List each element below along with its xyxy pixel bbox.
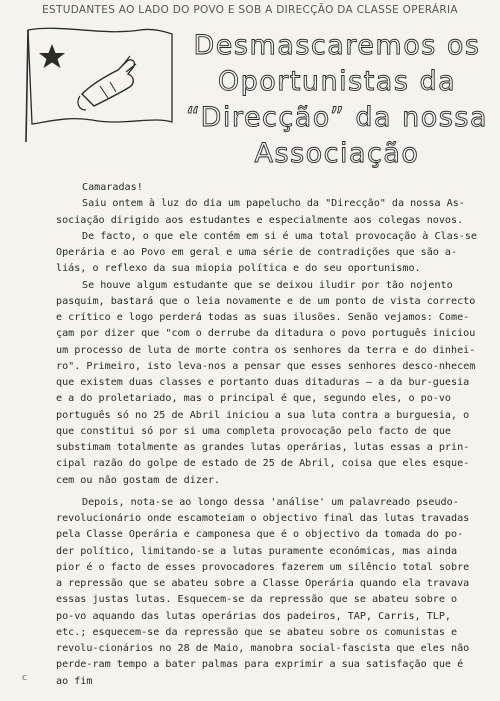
headline-line-1: Desmascaremos os <box>193 30 481 61</box>
paragraph-3: Se houve algum estudante que se deixou iludir por tão nojento pasquim, bastará que o leia novamente e de um ponto de vista correcto e crítico e logo perderá todas as suas ilusões. Senão vejamos: Come-çam por dizer que "com o derrube da ditadura o povo português iniciou um processo de luta de morte contra os senhores da terra e do dinhei-ro". Primeiro, isto leva-nos a pensar que esses senhores desco-nhecem que existem duas classes e portanto duas ditaduras — a da bur-guesia e a do proletariado, mas o principal é que, segundo eles, o po-vo português só no 25 de Abril iniciou a sua luta contra a burguesia, o que constitui só por si uma completa provocação pelo facto de que substimam totalmente as grandes lutas operárias, lutas essas a prin-cipal razão do golpe de estado de 25 de Abril, coisa que eles esque-cem ou não gostam de dizer. <box>56 279 476 486</box>
headline-line-3: “Direcção” da nossa <box>185 102 488 133</box>
headline-line-4: Associação <box>254 138 420 169</box>
salutation: Camaradas! <box>82 182 143 193</box>
top-banner: ESTUDANTES AO LADO DO POVO E SOB A DIRECÇÃO DA CLASSE OPERÁRIA <box>42 4 458 16</box>
headline <box>178 28 496 172</box>
headline-line-2: Oportunistas da <box>217 66 457 97</box>
flag-with-star-and-fist-icon <box>22 26 174 144</box>
body-text <box>56 180 480 690</box>
paragraph-2: De facto, o que ele contém em si é uma total provocação à Clas-se Operária e ao Povo em geral e uma série de contradições que são a-liás, o reflexo da sua miopia política e do seu oportunismo. <box>56 230 478 275</box>
paragraph-4: Depois, nota-se ao longo dessa 'análise' um palavreado pseudo-revolucionário onde escamoteiam o objectivo final das lutas travadas pela Classe Operária e camponesa que é o objectivo da tomada do po-der político, limitando-se a lutas puramente económicas, mas ainda pior é o facto de esses provocadores fazerem um silêncio total sobre a repressão que se abateu sobre a Classe Operária quando ela travava essas justas lutas. Esquecem-se da repressão que se abateu sobre o po-vo aquando das lutas operárias dos padeiros, TAP, Carris, TLP, etc.; esquecem-se da repressão que se abateu sobre os comunistas e revolu-cionários no 28 de Maio, manobra social-fascista que eles não perde-ram tempo a bater palmas para exprimir a sua satisfação que é ao fim <box>56 496 470 687</box>
footer-mark: c <box>22 673 27 683</box>
paragraph-1: Saiu ontem à luz do dia um papelucho da "Direcção" da nossa As-sociação dirigido aos estudantes e especialmente aos colegas novos. <box>56 198 465 226</box>
